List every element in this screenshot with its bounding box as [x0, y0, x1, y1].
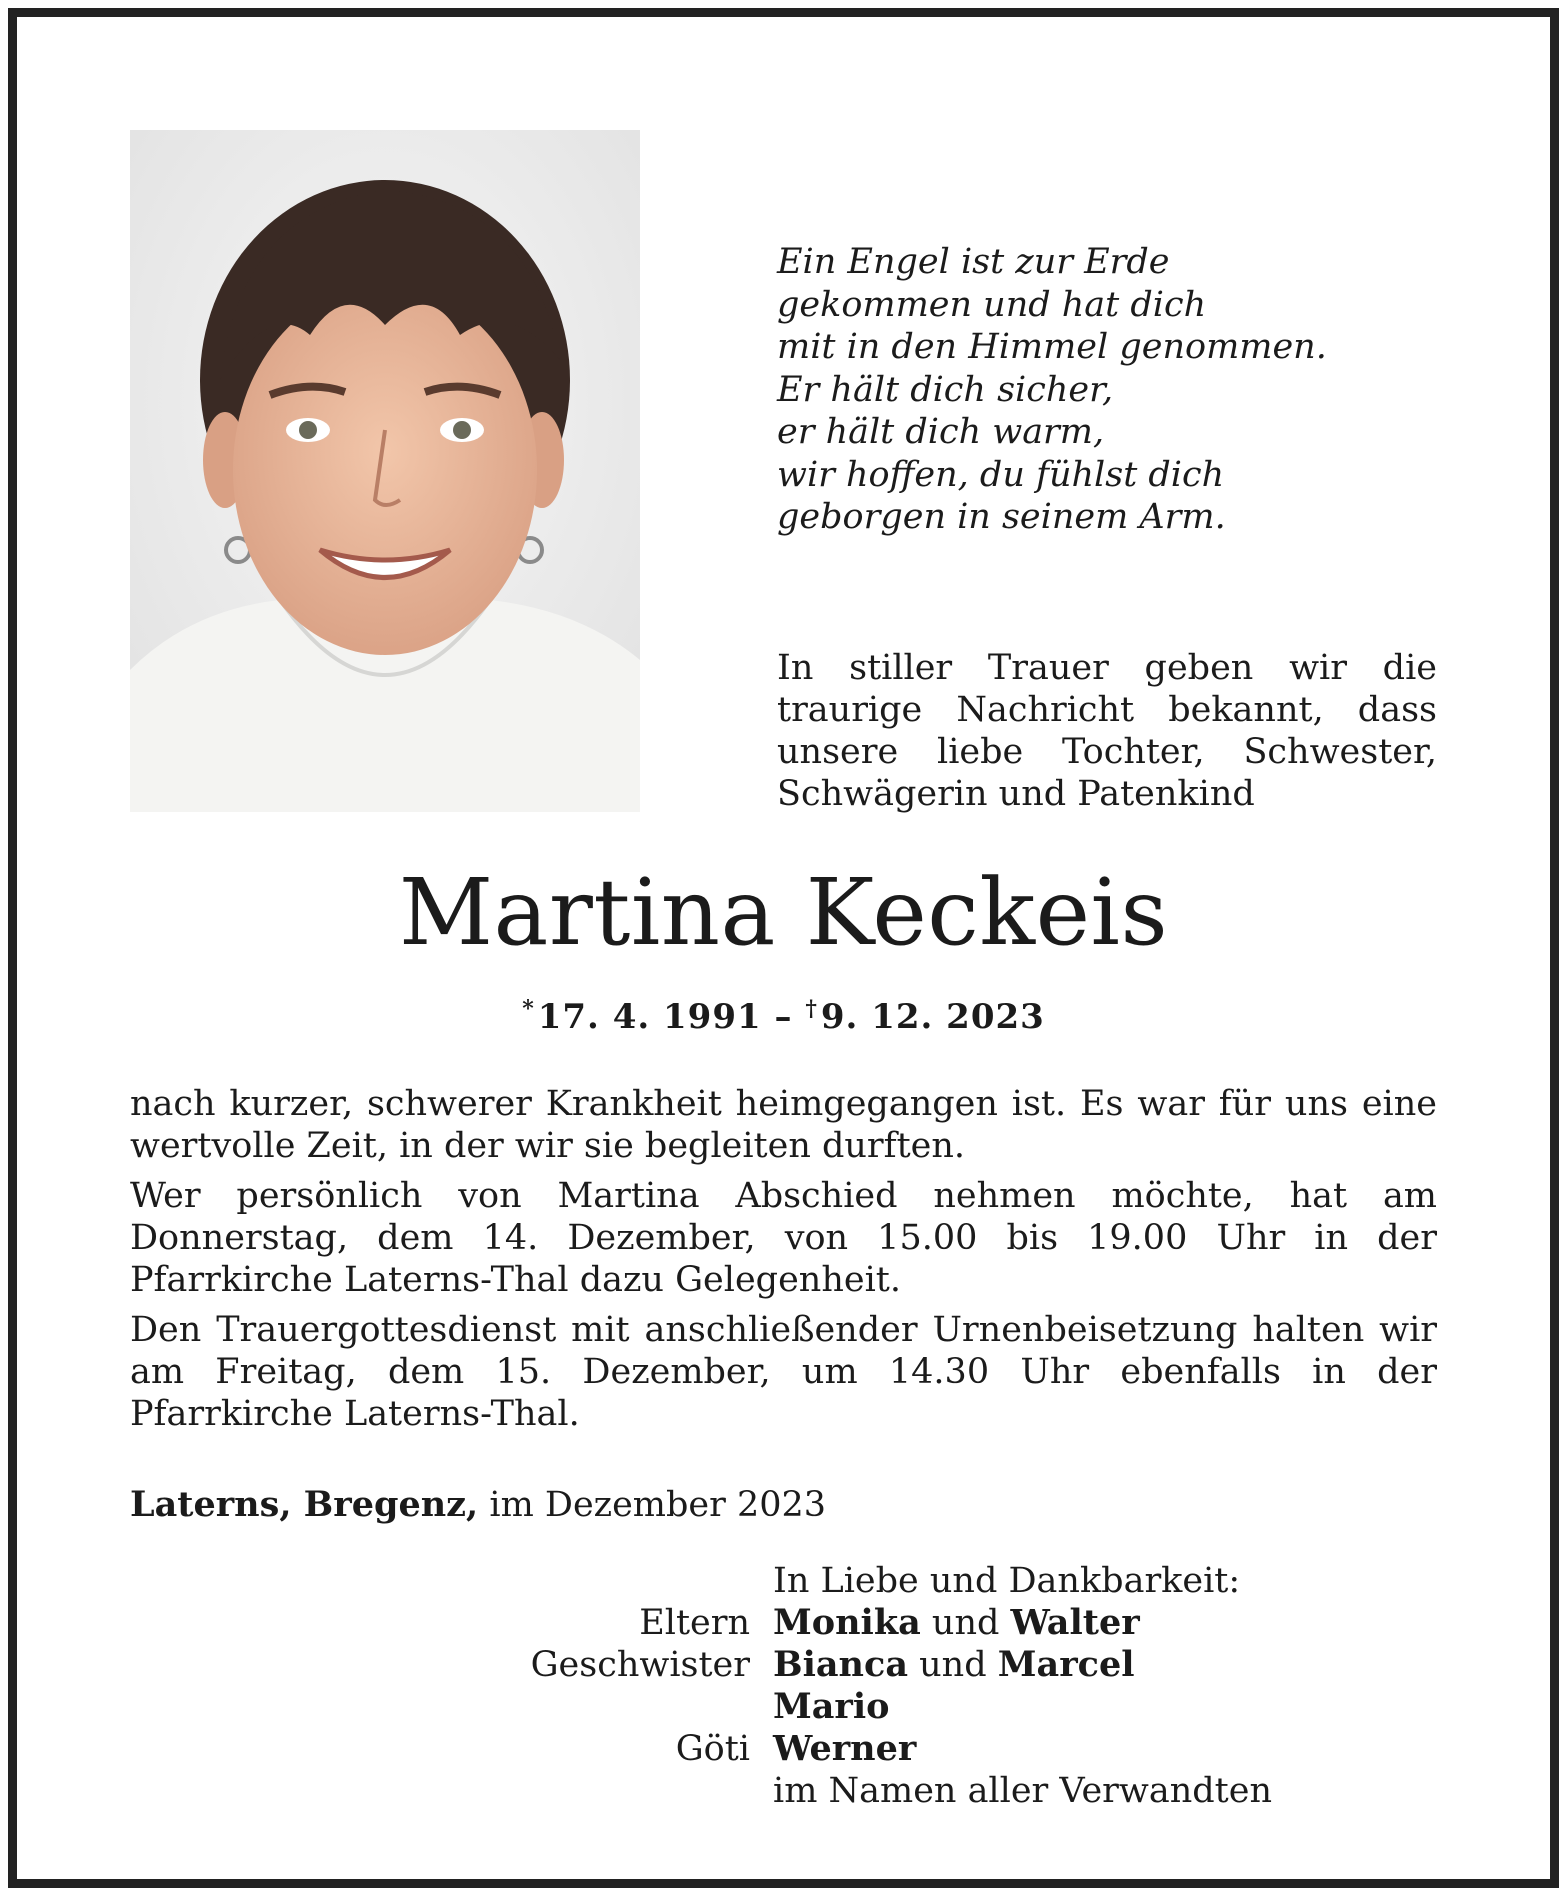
family-row: [400, 1686, 1440, 1728]
family-member-name: Marcel: [997, 1644, 1135, 1685]
poem-line: mit in den Himmel genommen.: [777, 327, 1327, 367]
poem-line: er hält dich warm,: [777, 412, 1105, 452]
portrait-photo: [130, 130, 640, 812]
family-names: [773, 1602, 1140, 1644]
family-member-name: Walter: [1010, 1602, 1140, 1643]
poem-line: Er hält dich sicher,: [777, 369, 1114, 410]
birth-symbol: *: [522, 996, 535, 1022]
life-dates: [0, 987, 1567, 1039]
poem-line: geborgen in seinem Arm.: [777, 497, 1226, 537]
poem: [777, 241, 1437, 539]
death-date: 9. 12. 2023: [820, 997, 1045, 1037]
family-row: [400, 1728, 1440, 1770]
family-member-name: Mario: [773, 1686, 890, 1727]
place-date: [130, 1484, 826, 1526]
closing-line: In Liebe und Dankbarkeit:: [773, 1561, 1241, 1601]
family-footer: im Namen aller Verwandten: [773, 1771, 1272, 1811]
family-names: [773, 1686, 890, 1728]
poem-line: Ein Engel ist zur Erde: [777, 242, 1170, 282]
family-label: Eltern: [639, 1603, 750, 1643]
family-member-name: Werner: [773, 1728, 917, 1769]
birth-date: 17. 4. 1991: [537, 997, 762, 1037]
place-locations: Laterns, Bregenz,: [130, 1484, 479, 1525]
deceased-name: Martina Keckeis: [398, 859, 1169, 966]
date-separator: –: [774, 997, 793, 1037]
family-names: [773, 1728, 916, 1770]
poem-line: gekommen und hat dich: [777, 284, 1207, 325]
family-conjunction: und: [931, 1603, 1000, 1643]
place-date-text: im Dezember 2023: [489, 1485, 827, 1525]
intro-text: In stiller Trauer geben wir die traurige Nachricht bekannt, dass unsere liebe Tochter, Schwester, Schwägerin und Patenkind: [777, 648, 1437, 814]
death-symbol: †: [805, 996, 818, 1022]
family-member-name: Bianca: [773, 1644, 908, 1685]
family-label: [400, 1770, 773, 1812]
obituary-body: [130, 1083, 1437, 1443]
family-conjunction: und: [919, 1645, 987, 1685]
family-label: Göti: [675, 1729, 750, 1769]
family-row: [400, 1644, 1440, 1686]
family-member-name: Monika: [773, 1602, 921, 1643]
family-row: [400, 1602, 1440, 1644]
body-paragraph: Wer persönlich von Martina Abschied nehmen möchte, hat am Donnerstag, dem 14. Dezember, von 15.00 bis 19.00 Uhr in der Pfarrkirche Laterns-Thal dazu Gelegenheit.: [130, 1176, 1437, 1300]
family-label: [400, 1686, 773, 1728]
family-row: [400, 1770, 1440, 1812]
family-label: Geschwister: [530, 1645, 750, 1685]
body-paragraph: Den Trauergottesdienst mit anschließender Urnenbeisetzung halten wir am Freitag, dem 15. Dezember, um 14.30 Uhr ebenfalls in der Pfarrkirche Laterns-Thal.: [130, 1310, 1437, 1434]
body-paragraph: nach kurzer, schwerer Krankheit heimgegangen ist. Es war für uns eine wertvolle Zeit, in der wir sie begleiten durften.: [130, 1084, 1437, 1166]
family-names: [773, 1644, 1135, 1686]
poem-line: wir hoffen, du fühlst dich: [777, 454, 1225, 495]
family-list: [400, 1602, 1440, 1812]
